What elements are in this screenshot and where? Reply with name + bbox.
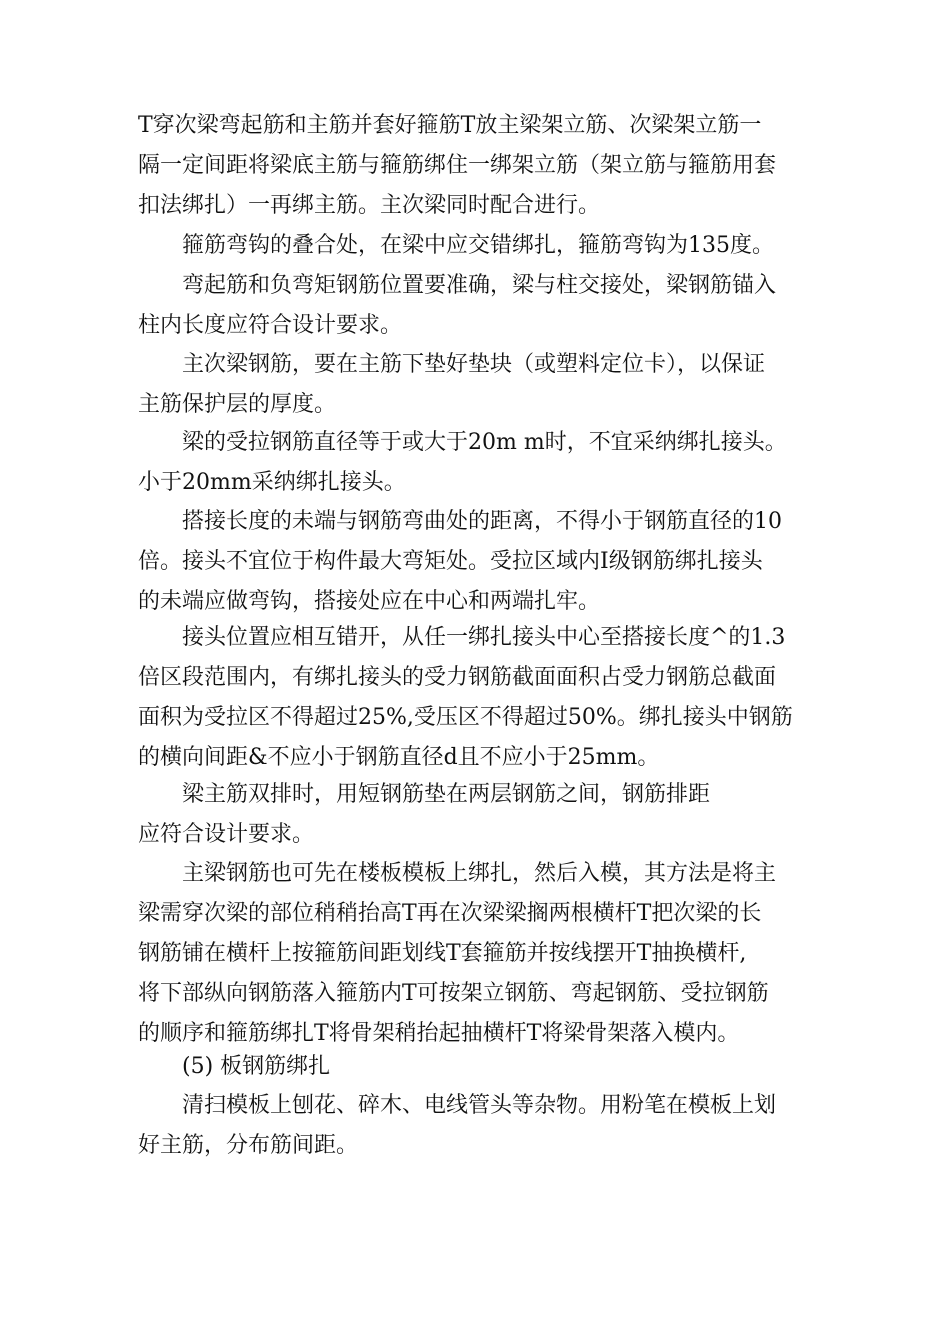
text-line: 清扫模板上刨花、碎木、电线管头等杂物。用粉笔在模板上划 <box>182 1093 777 1118</box>
paragraph-preassembly-method <box>138 854 828 1054</box>
text-line: 箍筋弯钩的叠合处，在梁中应交错绑扎，箍筋弯钩为135度。 <box>182 233 774 258</box>
paragraph-lap-length <box>138 502 828 622</box>
paragraph-tension-bar-diameter <box>138 423 828 503</box>
paragraph-beam-binding-sequence <box>138 106 828 226</box>
text-line: 柱内长度应符合设计要求。 <box>138 313 403 338</box>
text-line: 主梁钢筋也可先在楼板模板上绑扎，然后入模，其方法是将主 <box>182 861 777 886</box>
text-line: 弯起筋和负弯矩钢筋位置要准确，梁与柱交接处，梁钢筋锚入 <box>182 273 777 298</box>
text-line: (5) 板钢筋绑扎 <box>182 1054 331 1079</box>
text-line: 好主筋，分布筋间距。 <box>138 1133 359 1158</box>
text-line: 扣法绑扎）一再绑主筋。主次梁同时配合进行。 <box>138 193 601 218</box>
paragraph-stirrup-hook <box>138 226 828 266</box>
text-line: 梁主筋双排时，用短钢筋垫在两层钢筋之间，钢筋排距 <box>182 782 711 807</box>
text-line: 应符合设计要求。 <box>138 822 315 847</box>
text-line: 面积为受拉区不得超过25%,受压区不得超过50%。绑扎接头中钢筋 <box>138 705 793 730</box>
text-line: 倍区段范围内，有绑扎接头的受力钢筋截面面积占受力钢筋总截面 <box>138 665 777 690</box>
paragraph-spacer-blocks <box>138 345 828 425</box>
text-line: 搭接长度的未端与钢筋弯曲处的距离，不得小于钢筋直径的10 <box>182 509 782 534</box>
text-line: 梁需穿次梁的部位稍稍抬高T再在次梁梁搁两根横杆T把次梁的长 <box>138 901 762 926</box>
text-line: T穿次梁弯起筋和主筋并套好箍筋T放主梁架立筋、次梁架立筋一 <box>138 113 762 138</box>
paragraph-double-row-bars <box>138 775 828 855</box>
text-line: 小于20mm采纳绑扎接头。 <box>138 470 406 495</box>
text-line: 钢筋铺在横杆上按箍筋间距划线T套箍筋并按线摆开T抽换横杆, <box>138 941 747 966</box>
text-line: 的顺序和箍筋绑扎T将骨架稍抬起抽横杆T将梁骨架落入模内。 <box>138 1021 740 1046</box>
paragraph-formwork-cleaning <box>138 1086 828 1166</box>
text-line: 隔一定间距将梁底主筋与箍筋绑住一绑架立筋（架立筋与箍筋用套 <box>138 153 777 178</box>
paragraph-joint-staggering <box>138 618 828 778</box>
paragraph-bent-bars <box>138 266 828 346</box>
text-line: 的未端应做弯钩，搭接处应在中心和两端扎牢。 <box>138 589 601 614</box>
text-line: 主筋保护层的厚度。 <box>138 392 337 417</box>
section-heading-slab-rebar <box>138 1047 828 1087</box>
text-line: 接头位置应相互错开，从任一绑扎接头中心至搭接长度^的1.3 <box>182 625 786 650</box>
text-line: 的横向间距&不应小于钢筋直径d且不应小于25mm。 <box>138 745 660 770</box>
text-line: 将下部纵向钢筋落入箍筋内T可按架立钢筋、弯起钢筋、受拉钢筋 <box>138 981 769 1006</box>
text-line: 主次梁钢筋，要在主筋下垫好垫块（或塑料定位卡），以保证 <box>182 352 766 377</box>
text-line: 梁的受拉钢筋直径等于或大于20m m时，不宜采纳绑扎接头。 <box>182 430 787 455</box>
text-line: 倍。接头不宜位于构件最大弯矩处。受拉区域内I级钢筋绑扎接头 <box>138 549 763 574</box>
